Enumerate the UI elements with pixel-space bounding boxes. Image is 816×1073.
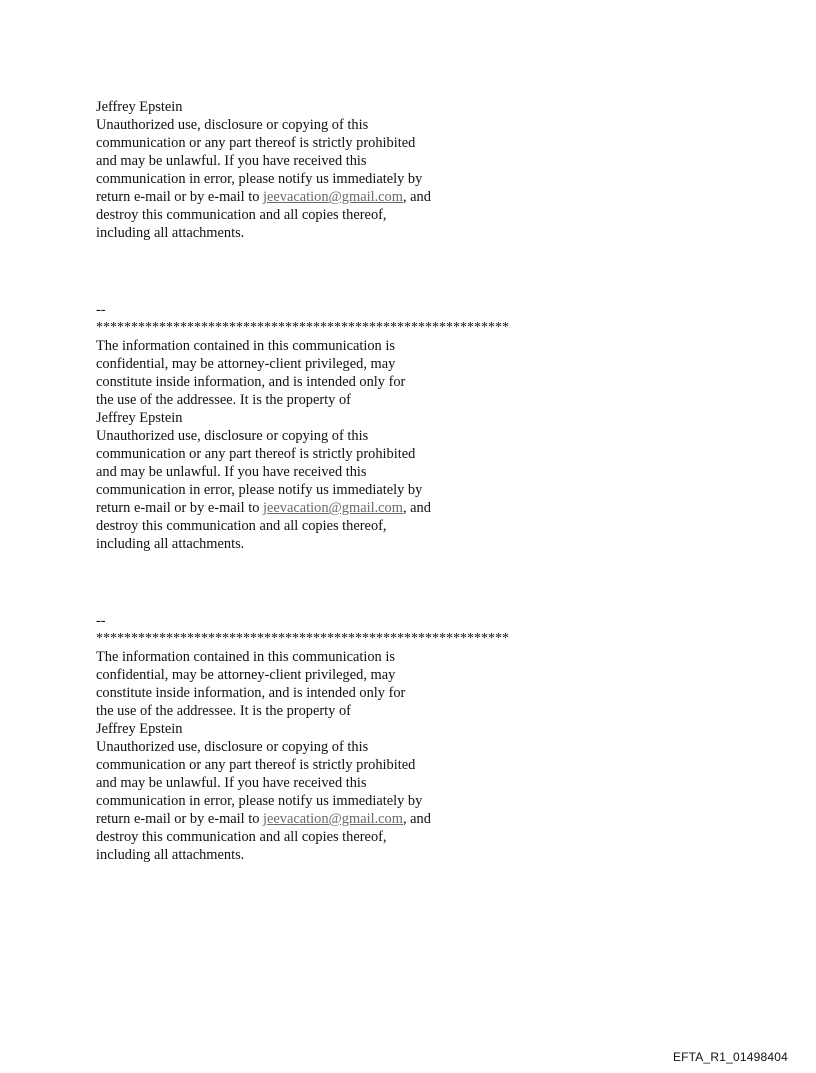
- email-link[interactable]: jeevacation@gmail.com: [263, 189, 403, 205]
- email-link[interactable]: jeevacation@gmail.com: [263, 500, 403, 516]
- asterisk-divider: ***********************************************************: [96, 631, 509, 646]
- disclaimer-line: Unauthorized use, disclosure or copying of this: [96, 428, 369, 444]
- disclaimer-line: communication in error, please notify us immediately by: [96, 171, 423, 187]
- disclaimer-line: destroy this communication and all copies thereof,: [96, 518, 387, 534]
- disclaimer-line-with-email: [96, 188, 696, 206]
- confidentiality-line: constitute inside information, and is intended only for: [96, 374, 406, 390]
- signature-separator: --: [96, 302, 106, 318]
- disclaimer-line: including all attachments.: [96, 225, 245, 241]
- sender-name: Jeffrey Epstein: [96, 410, 183, 426]
- disclaimer-line: destroy this communication and all copies thereof,: [96, 207, 387, 223]
- confidentiality-line: The information contained in this communication is: [96, 649, 395, 665]
- asterisk-divider: ***********************************************************: [96, 320, 509, 335]
- disclaimer-text: return e-mail or by e-mail to: [96, 811, 264, 827]
- disclaimer-line: including all attachments.: [96, 847, 245, 863]
- document-id-stamp: EFTA_R1_01498404: [672, 1050, 788, 1064]
- confidentiality-line: the use of the addressee. It is the property of: [96, 392, 351, 408]
- disclaimer-line: and may be unlawful. If you have received this: [96, 153, 367, 169]
- confidentiality-line: confidential, may be attorney-client privileged, may: [96, 667, 396, 683]
- disclaimer-block-3: [96, 612, 696, 864]
- disclaimer-text: return e-mail or by e-mail to: [96, 189, 264, 205]
- confidentiality-line: confidential, may be attorney-client privileged, may: [96, 356, 396, 372]
- signature-separator: --: [96, 613, 106, 629]
- disclaimer-text: , and: [402, 811, 431, 827]
- disclaimer-line: including all attachments.: [96, 536, 245, 552]
- confidentiality-line: constitute inside information, and is intended only for: [96, 685, 406, 701]
- disclaimer-line: Unauthorized use, disclosure or copying of this: [96, 117, 369, 133]
- disclaimer-block-1: [96, 98, 696, 242]
- confidentiality-line: The information contained in this communication is: [96, 338, 395, 354]
- disclaimer-line: communication or any part thereof is strictly prohibited: [96, 135, 416, 151]
- disclaimer-line: Unauthorized use, disclosure or copying of this: [96, 739, 369, 755]
- disclaimer-line-with-email: [96, 499, 696, 517]
- disclaimer-line: destroy this communication and all copies thereof,: [96, 829, 387, 845]
- disclaimer-line: communication or any part thereof is strictly prohibited: [96, 757, 416, 773]
- disclaimer-line: and may be unlawful. If you have received this: [96, 464, 367, 480]
- disclaimer-block-2: [96, 301, 696, 553]
- spacer: [96, 242, 696, 301]
- disclaimer-text: return e-mail or by e-mail to: [96, 500, 264, 516]
- document-body: [96, 98, 696, 864]
- disclaimer-line: communication in error, please notify us immediately by: [96, 793, 423, 809]
- disclaimer-line-with-email: [96, 810, 696, 828]
- disclaimer-text: , and: [402, 500, 431, 516]
- confidentiality-line: the use of the addressee. It is the property of: [96, 703, 351, 719]
- disclaimer-line: communication or any part thereof is strictly prohibited: [96, 446, 416, 462]
- sender-name: Jeffrey Epstein: [96, 721, 183, 737]
- disclaimer-line: communication in error, please notify us immediately by: [96, 482, 423, 498]
- disclaimer-text: , and: [402, 189, 431, 205]
- sender-name: Jeffrey Epstein: [96, 99, 183, 115]
- email-link[interactable]: jeevacation@gmail.com: [263, 811, 403, 827]
- disclaimer-line: and may be unlawful. If you have received this: [96, 775, 367, 791]
- spacer: [96, 553, 696, 612]
